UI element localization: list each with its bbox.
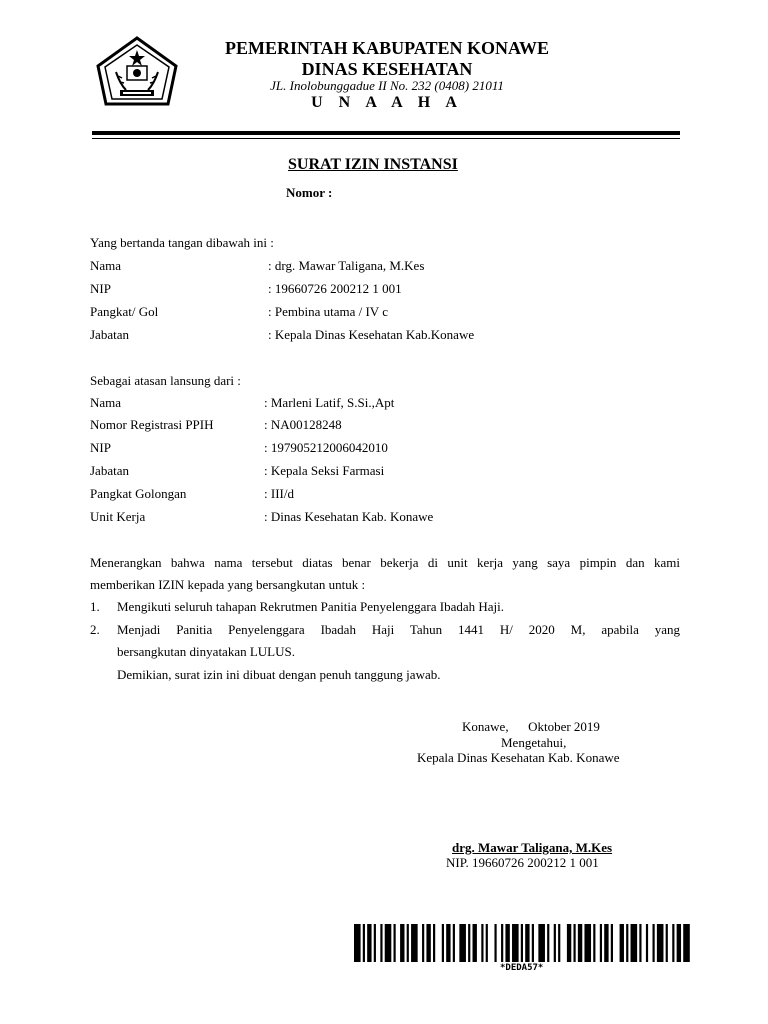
field-value: : Kepala Dinas Kesehatan Kab.Konawe <box>268 327 475 342</box>
section2-intro: Sebagai atasan lansung dari : <box>90 373 241 388</box>
field-label: Pangkat/ Gol <box>90 304 159 319</box>
field-label: NIP <box>90 281 111 296</box>
field-value: : III/d <box>264 486 294 501</box>
field-label: Jabatan <box>90 463 129 478</box>
field-value: : 197905212006042010 <box>264 440 388 455</box>
letterhead-city: U N A A H A <box>311 94 463 111</box>
barcode-bar <box>584 924 591 962</box>
barcode-bar <box>567 924 571 962</box>
barcode-bar <box>380 924 382 962</box>
barcode-bar <box>547 924 549 962</box>
barcode-bar <box>494 924 496 962</box>
statement-paragraph-line1: Menerangkan bahwa nama tersebut diatas benar bekerja di unit kerja yang saya pimpin dan kami <box>90 555 680 570</box>
field-label: NIP <box>90 440 111 455</box>
field-label: Jabatan <box>90 327 129 342</box>
list-item-number: 1. <box>90 599 100 614</box>
barcode-bar <box>481 924 483 962</box>
barcode-bar <box>354 924 361 962</box>
barcode-bar <box>611 924 613 962</box>
barcode-bar <box>426 924 430 962</box>
barcode-bar <box>573 924 575 962</box>
section1-intro: Yang bertanda tangan dibawah ini : <box>90 235 274 250</box>
barcode-bar <box>593 924 595 962</box>
field-label: Nomor Registrasi PPIH <box>90 417 214 432</box>
barcode-bar <box>505 924 509 962</box>
barcode-label: *DEDA57* <box>500 963 544 973</box>
barcode-bar <box>639 924 641 962</box>
field-value: : Kepala Seksi Farmasi <box>264 463 385 478</box>
barcode-bar <box>407 924 409 962</box>
barcode-bar <box>532 924 534 962</box>
signature-place-date: Konawe, Oktober 2019 <box>462 719 600 734</box>
barcode-bar <box>558 924 560 962</box>
barcode-bar <box>385 924 392 962</box>
barcode-bar <box>446 924 450 962</box>
barcode-bar <box>578 924 582 962</box>
field-label: Pangkat Golongan <box>90 486 187 501</box>
field-value: : Marleni Latif, S.Si.,Apt <box>264 395 395 410</box>
closing-statement: Demikian, surat izin ini dibuat dengan penuh tanggung jawab. <box>117 667 441 682</box>
field-label: Nama <box>90 395 122 410</box>
barcode-bar <box>620 924 624 962</box>
field-value: : 19660726 200212 1 001 <box>268 281 402 296</box>
barcode-bar <box>367 924 371 962</box>
barcode-bar <box>631 924 638 962</box>
barcode-bar <box>683 924 690 962</box>
letterhead-government-title: PEMERINTAH KABUPATEN KONAWE <box>224 38 550 58</box>
barcode-bar <box>433 924 435 962</box>
barcode-bar <box>626 924 628 962</box>
letterhead-thin-rule <box>92 138 680 139</box>
letterhead-thick-rule <box>92 131 680 135</box>
barcode-bar <box>666 924 668 962</box>
barcode-bar <box>473 924 477 962</box>
field-value: : Pembina utama / IV c <box>268 304 388 319</box>
field-label: Nama <box>90 258 122 273</box>
barcode-bar <box>459 924 466 962</box>
barcode-bar <box>600 924 602 962</box>
list-item-number: 2. <box>90 622 100 637</box>
list-item-text: Menjadi Panitia Penyelenggara Ibadah Haji Tahun 1441 H/ 2020 M, apabila yang <box>117 622 680 637</box>
barcode-bar <box>400 924 404 962</box>
barcode-bar <box>538 924 545 962</box>
barcode-bar <box>657 924 664 962</box>
barcode-bar <box>521 924 523 962</box>
barcode-bar <box>652 924 654 962</box>
signatory-name: drg. Mawar Taligana, M.Kes <box>452 840 613 855</box>
signature-acknowledgement: Mengetahui, <box>501 735 567 750</box>
barcode-bar <box>525 924 529 962</box>
barcode <box>354 924 692 962</box>
barcode-bar <box>468 924 470 962</box>
list-item-text: Mengikuti seluruh tahapan Rekrutmen Panitia Penyelenggara Ibadah Haji. <box>117 599 504 614</box>
barcode-bar <box>374 924 376 962</box>
barcode-bar <box>604 924 608 962</box>
barcode-bar <box>672 924 674 962</box>
field-value: : drg. Mawar Taligana, M.Kes <box>268 258 425 273</box>
barcode-bar <box>394 924 396 962</box>
barcode-bar <box>554 924 556 962</box>
document-number-label: Nomor : <box>286 185 333 200</box>
barcode-bar <box>501 924 503 962</box>
letterhead-office-title: DINAS KESEHATAN <box>301 59 473 79</box>
statement-paragraph-line2: memberikan IZIN kepada yang bersangkutan untuk : <box>90 577 366 592</box>
letterhead-address: JL. Inolobunggadue II No. 232 (0408) 21011 <box>270 78 504 93</box>
signature-position: Kepala Dinas Kesehatan Kab. Konawe <box>417 750 620 765</box>
signatory-nip: NIP. 19660726 200212 1 001 <box>446 855 599 870</box>
kabupaten-emblem-icon <box>94 36 180 108</box>
barcode-bar <box>677 924 681 962</box>
barcode-bar <box>363 924 365 962</box>
barcode-bar <box>422 924 424 962</box>
barcode-bar <box>486 924 488 962</box>
barcode-bar <box>453 924 455 962</box>
barcode-bar <box>442 924 444 962</box>
barcode-bar <box>512 924 519 962</box>
list-item-text-continued: bersangkutan dinyatakan LULUS. <box>117 644 295 659</box>
document-title: SURAT IZIN INSTANSI <box>288 156 458 173</box>
barcode-bar <box>646 924 648 962</box>
field-label: Unit Kerja <box>90 509 146 524</box>
field-value: : Dinas Kesehatan Kab. Konawe <box>264 509 434 524</box>
field-value: : NA00128248 <box>264 417 342 432</box>
barcode-bar <box>411 924 418 962</box>
